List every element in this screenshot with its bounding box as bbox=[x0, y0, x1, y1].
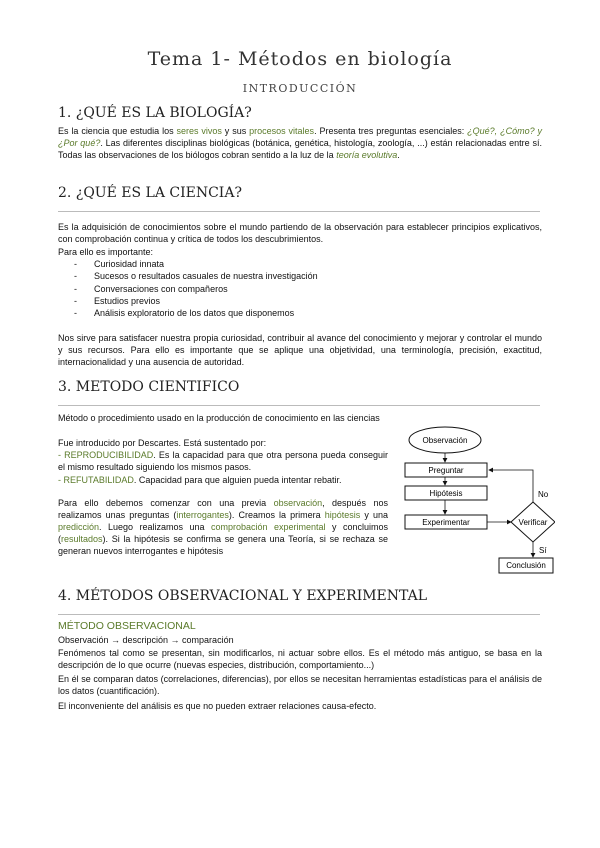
section-1-heading: 1. ¿QUÉ ES LA BIOLOGÍA? bbox=[58, 105, 252, 121]
hipotesis-label: Hipótesis bbox=[429, 489, 463, 498]
scientific-method-diagram bbox=[395, 420, 555, 580]
list-item: - Curiosidad innata bbox=[74, 258, 318, 270]
section-3-paragraph-3: Para ello debemos comenzar con una previa observación, después nos realizamos unas preguntas (interrogantes). Creamos la primera hipótesis y una predicción. Luego realizamos una comprobación experimental y concluimos (resultados). Si la hipótesis se confirma se genera una Teoría, si se rechaza se generan nuevos interrogantes e hipótesis bbox=[58, 498, 388, 556]
section-4-heading: 4. MÉTODOS OBSERVACIONAL Y EXPERIMENTAL bbox=[58, 588, 428, 604]
observational-method-heading: MÉTODO OBSERVACIONAL bbox=[58, 620, 196, 632]
section-4-paragraph-2: En él se comparan datos (correlaciones, diferencias), por ellos se necesitan herramientas estadísticas para el análisis de los datos (cuantificación). bbox=[58, 674, 542, 696]
list-item: - Sucesos o resultados casuales de nuestra investigación bbox=[74, 270, 318, 282]
section-2-paragraph-3: Nos sirve para satisfacer nuestra propia curiosidad, contribuir al avance del conocimiento y mejorar y controlar el mundo y sus recursos. Para ello es importante que se aplique una objetividad, una terminología, precisión, exactitud, internacionalidad y una ausencia de autoridad. bbox=[58, 333, 542, 367]
section-3-divider bbox=[58, 405, 540, 406]
preguntar-label: Preguntar bbox=[428, 466, 464, 475]
section-4-paragraph-1: Fenómenos tal como se presentan, sin modificarlos, ni actuar sobre ellos. Es el método más antiguo, se basa en la descripción de lo que ocurre (nuevas especies, distribución, comportamiento...) bbox=[58, 648, 542, 670]
section-2-heading: 2. ¿QUÉ ES LA CIENCIA? bbox=[58, 185, 242, 201]
section-3-paragraph-2: Fue introducido por Descartes. Está sustentado por: bbox=[58, 438, 267, 448]
section-2-divider bbox=[58, 211, 540, 212]
section-2-paragraph-1: Es la adquisición de conocimientos sobre el mundo partiendo de la observación para establecer principios explicativos, con comprobación continua y crítica de todos los descubrimientos. bbox=[58, 222, 542, 244]
verificar-label: Verificar bbox=[518, 518, 548, 527]
experimentar-label: Experimentar bbox=[422, 518, 470, 527]
list-item: - Conversaciones con compañeros bbox=[74, 283, 318, 295]
si-label: Sí bbox=[539, 546, 547, 555]
conclusion-label: Conclusión bbox=[506, 561, 546, 570]
arrow-no bbox=[489, 470, 533, 502]
section-2-paragraph-2: Para ello es importante: bbox=[58, 247, 154, 257]
section-4-paragraph-3: El inconveniente del análisis es que no pueden extraer relaciones causa-efecto. bbox=[58, 701, 377, 711]
observational-chain: Observación → descripción → comparación bbox=[58, 635, 234, 645]
page-title: Tema 1- Métodos en biología bbox=[147, 48, 453, 70]
observacion-label: Observación bbox=[422, 436, 468, 445]
refutabilidad-paragraph: - REFUTABILIDAD. Capacidad para que alguien pueda intentar rebatir. bbox=[58, 475, 342, 485]
section-4-divider bbox=[58, 614, 540, 615]
section-3-heading: 3. METODO CIENTIFICO bbox=[58, 379, 240, 395]
section-1-paragraph: Es la ciencia que estudia los seres vivos y sus procesos vitales. Presenta tres preguntas esenciales: ¿Qué?, ¿Cómo? y ¿Por qué?. Las diferentes disciplinas biológicas (botánica, genética, histología, zoología, ...) están relacionadas entre sí. Todas las observaciones de los biólogos cobran sentido a la luz de la teoría evolutiva. bbox=[58, 126, 542, 160]
list-item: - Estudios previos bbox=[74, 295, 318, 307]
reproducibilidad-paragraph: - REPRODUCIBILIDAD. Es la capacidad para que otra persona pueda conseguir el mismo resultado siguiendo los mismos pasos. bbox=[58, 450, 389, 472]
list-item: - Análisis exploratorio de los datos que disponemos bbox=[74, 307, 318, 319]
no-label: No bbox=[538, 490, 549, 499]
section-2-list bbox=[74, 258, 318, 319]
section-3-paragraph-1: Método o procedimiento usado en la producción de conocimiento en las ciencias bbox=[58, 413, 380, 423]
page-subtitle: INTRODUCCIÓN bbox=[242, 82, 358, 95]
